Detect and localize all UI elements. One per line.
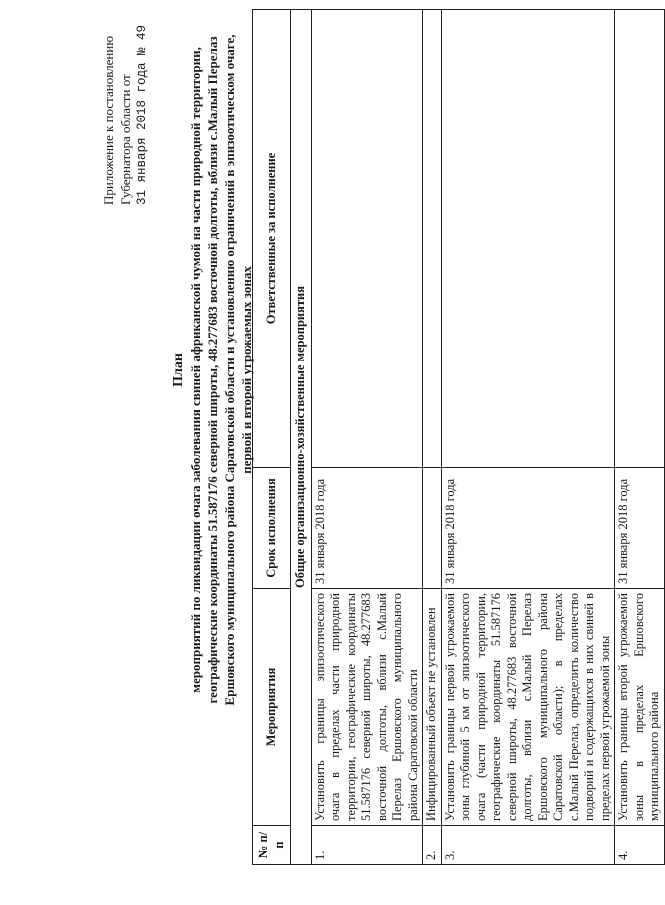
table-row [441,10,615,865]
row-activity: Инфицированный объект не установлен [423,589,442,826]
row-activity: Установить границы первой угрожаемой зоны глубиной 5 км от эпизоотического очага (части природной территории, географические координаты 51.587176 северной широты, 48.277683 восточной долготы, вблизи с.Малый Перелаз Ершовского муниципального района Саратовской области); в пределах с.Малый Перелаз, определить количество подворий и содержащихся в них свиней в пределах первой угрожаемой зоны [441,589,615,826]
row-num: 4. [615,826,665,865]
row-num: 1. [311,826,423,865]
row-term: 31 января 2018 года [615,468,665,589]
plan-heading [170,25,255,715]
appendix-line-3: 31 января 2018 года № 49 [135,24,149,205]
row-responsible [441,10,615,468]
row-term: 31 января 2018 года [311,468,423,589]
appendix-line-1: Приложение к постановлению [101,35,116,205]
table-row [311,10,423,865]
table-row [423,10,442,865]
plan-subtitle: мероприятий по ликвидации очага заболевания свиней африканской чумой на части природной территории, географические координаты 51.587176 северной широты, 48.277683 восточной долготы, вблизи с.Малый Перелаз Ершовского муниципального района Саратовской области и установлению ограничений в эпизоотическом очаге, первой и второй угрожаемых зонах [188,34,254,706]
row-term [423,468,442,589]
row-num: 3. [441,826,615,865]
plan-title: План [171,353,186,387]
section-row [291,10,312,865]
table-row [615,10,665,865]
row-term: 31 января 2018 года [441,468,615,589]
appendix-note [100,5,151,205]
row-num: 2. [423,826,442,865]
row-activity: Установить границы второй угрожаемой зоны в пределах Ершовского муниципального района [615,589,665,826]
row-responsible [615,10,665,468]
table-header-row [253,10,291,865]
row-responsible [423,10,442,468]
appendix-line-2: Губернатора области от [118,74,133,205]
row-activity: Установить границы эпизоотического очага в пределах части природной территории, географические координаты 51.587176 северной широты, 48.277683 восточной долготы, вблизи с.Малый Перелаз Ершовского муниципального района Саратовской области [311,589,423,826]
plan-table [252,9,665,865]
header-responsible: Ответственные за исполнение [253,10,291,468]
header-term: Срок исполнения [253,468,291,589]
section-title: Общие организационно-хозяйственные мероприятия [291,10,312,865]
row-responsible [311,10,423,468]
header-activity: Мероприятия [253,589,291,826]
header-num: № п/п [253,826,291,865]
